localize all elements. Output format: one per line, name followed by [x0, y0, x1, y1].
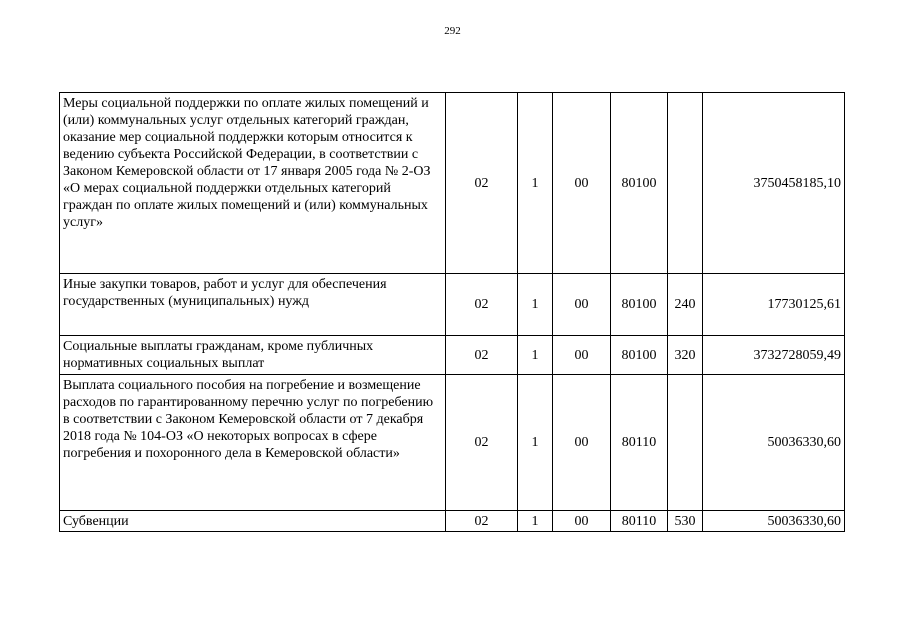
- direction-code: 80110: [611, 511, 668, 532]
- program-code: 1: [518, 511, 553, 532]
- section-code: 02: [446, 274, 518, 336]
- amount: 17730125,61: [703, 274, 845, 336]
- direction-code: 80100: [611, 274, 668, 336]
- budget-table: [59, 92, 845, 532]
- program-code: 1: [518, 336, 553, 375]
- table-row: [60, 375, 845, 511]
- table-row: [60, 93, 845, 274]
- row-description: Меры социальной поддержки по оплате жилых помещений и (или) коммунальных услуг отдельных категорий граждан, оказание мер социальной поддержки которым относится к ведению субъекта Российской Федерации, в соответствии с Законом Кемеровской области от 17 января 2005 года № 2-ОЗ «О мерах социальной поддержки отдельных категорий граждан по оплате жилых помещений и (или) коммунальных услуг»: [60, 93, 446, 274]
- amount: 50036330,60: [703, 375, 845, 511]
- table-row: [60, 511, 845, 532]
- program-code: 1: [518, 93, 553, 274]
- expense-type-code: 320: [668, 336, 703, 375]
- subprogram-code: 00: [553, 274, 611, 336]
- row-description: Социальные выплаты гражданам, кроме публичных нормативных социальных выплат: [60, 336, 446, 375]
- row-description: Иные закупки товаров, работ и услуг для обеспечения государственных (муниципальных) нужд: [60, 274, 446, 336]
- direction-code: 80100: [611, 93, 668, 274]
- row-description: Выплата социального пособия на погребение и возмещение расходов по гарантированному перечню услуг по погребению в соответствии с Законом Кемеровской области от 7 декабря 2018 года № 104-ОЗ «О некоторых вопросах в сфере погребения и похоронного дела в Кемеровской области»: [60, 375, 446, 511]
- amount: 50036330,60: [703, 511, 845, 532]
- program-code: 1: [518, 274, 553, 336]
- section-code: 02: [446, 511, 518, 532]
- expense-type-code: 240: [668, 274, 703, 336]
- subprogram-code: 00: [553, 375, 611, 511]
- table-row: [60, 274, 845, 336]
- program-code: 1: [518, 375, 553, 511]
- direction-code: 80110: [611, 375, 668, 511]
- amount: 3732728059,49: [703, 336, 845, 375]
- section-code: 02: [446, 93, 518, 274]
- section-code: 02: [446, 375, 518, 511]
- amount: 3750458185,10: [703, 93, 845, 274]
- subprogram-code: 00: [553, 511, 611, 532]
- subprogram-code: 00: [553, 93, 611, 274]
- expense-type-code: [668, 93, 703, 274]
- direction-code: 80100: [611, 336, 668, 375]
- page-number: 292: [444, 25, 461, 37]
- row-description: Субвенции: [60, 511, 446, 532]
- section-code: 02: [446, 336, 518, 375]
- table-row: [60, 336, 845, 375]
- subprogram-code: 00: [553, 336, 611, 375]
- expense-type-code: [668, 375, 703, 511]
- expense-type-code: 530: [668, 511, 703, 532]
